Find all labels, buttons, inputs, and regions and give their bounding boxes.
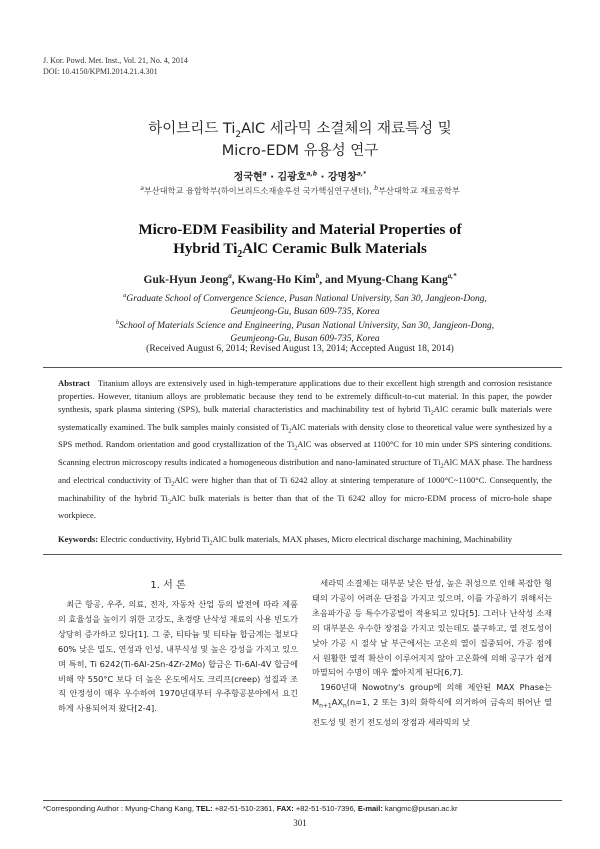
right-paragraph-1: 세라믹 소결체는 대부분 낮은 탄성, 높은 취성으로 인해 복잡한 형태의 가공이 어려운 단점을 가지고 있으며, 이를 가공하기 위해서는 초음파가공 등 특수가공법이 적용되고 있다[5]. 그러나 난삭성 소재의 대부분은 우수한 장점을 가지고 있는데도 불구하고, 열 전도성이 낮아 가공 시 절삭 날 부근에서는 고온의 열이 집중되어, 가공 점에서 원활한 열적 확산이 이루어지지 않아 고온화에 의해 공구가 쉽게 마멸되어 수명이 매우 짧아지게 된다[6,7]. [312,578,552,678]
english-title-line1: Micro-EDM Feasibility and Material Properties of [138,222,462,238]
abstract: Abstract Titanium alloys are extensively used in high-temperature applications due to their excellent high strength and corrosion resistance properties. However, titanium alloys are problematic because they tend to be extremely difficult-to-cut material. In this paper, the powder synthesis, spark plasma sintering (SPS), bulk material characteristics and machinability test of hybrid $Ti_2AlC$ ceramic bulk materials were systematically examined. The bulk samples mainly consisted of $Ti_2AlC$ materials with density close to theoretical value were synthesized by a SPS method. Random orientation and good crystallization of the $Ti_2AlC$ was observed at 1100°C for 10 min under SPS sintering conditions. Scanning electron microscopy results indicated a homogeneous distribution and nano-laminated structure of $Ti_2AlC$ MAX phase. The hardness and electrical conductivity of $Ti_2AlC$ were higher than that of Ti 6242 alloy at sintering temperature of 1000°C~1100°C. Consequently, the machinability of the hybrid $Ti_2AlC$ bulk materials is better than that of the Ti 6242 alloy for micro-EDM process of micro-hole shape workpiece. [58,378,552,521]
journal-doi: DOI: 10.4150/KPMI.2014.21.4.301 [43,67,158,76]
page-number: 301 [293,818,307,828]
journal-info [43,55,188,77]
journal-citation: J. Kor. Powd. Met. Inst., Vol. 21, No. 4, 2014 [43,56,188,65]
received-dates: (Received August 6, 2014; Revised August 13, 2014; Accepted August 18, 2014) [146,344,454,354]
right-paragraph-2: 1960년대 Nowotny's group에 의해 제안된 MAX Phase는 $M_{n+1}AX_n(n=1$, 2 또는 3)의 화학식에 의거하여 금속의 뛰어난 열 전도성 및 전기 전도성의 장점과 세라믹의 낮 [312,682,552,727]
english-title-line2: Hybrid $Ti_2AlC$ Ceramic Bulk Materials [173,241,427,260]
korean-title-line2: Micro-EDM 유용성 연구 [221,143,379,159]
section-heading: 1. 서 론 [150,580,186,591]
corresponding-author-footnote: *Corresponding Author : Myung-Chang Kang, TEL: +82-51-510-2361, FAX: +82-51-510-7396, E-mail: kangmc@pusan.ac.kr [43,804,458,813]
left-paragraph-1: 최근 항공, 우주, 의료, 전자, 자동차 산업 등의 발전에 따라 제품의 효율성을 높이기 위한 고강도, 초경량 난삭성 재료의 사용 빈도가 상당히 증가하고 있다[1]. 그 중, 티타늄 및 티타늄 합금계는 철보다 60% 낮은 밀도, 연성과 인성, 내부식성 및 높은 강성을 가지고 있으며 특히, Ti 6242(Ti-6Al-2Sn-4Zr-2Mo) 합금은 Ti-6Al-4V 합금에 비해 약 550°C 보다 더 높은 온도에서도 크리프(creep) 성질과 조직 안정성이 매우 우수하여 1970년대부터 우주항공분야에서 요긴하게 사용되어져 왔다[2-4]. [58,599,298,714]
right-column [312,576,552,730]
korean-title-line1: 하이브리드 $Ti_2AlC$ 세라믹 소결체의 재료특성 및 [148,121,452,140]
english-affiliation-a: $^a$Graduate School of Convergence Science, Pusan National University, San 30, Jangjeon-Dong, Geumjeong-Gu, Busan 609-735, Korea [123,292,487,318]
divider-bottom [43,554,562,555]
english-affiliation-b: $^b$School of Materials Science and Engineering, Pusan National University, San 30, Jangjeon-Dong, Geumjeong-Gu, Busan 609-735, Korea [115,319,495,345]
english-authors: Guk-Hyun Jeong$^a$, Kwang-Ho Kim$^b$, and Myung-Chang Kang$^{a,*}$ [143,272,457,286]
footnote-divider [43,800,562,801]
korean-authors: 정국현$^a$ · 김광호$^{a,b}$ · 강명창$^{a,*}$ [233,170,367,183]
korean-affiliations: $^a$부산대학교 융합학부(하이브리드소재솔루션 국가핵심연구센터), $^b$부산대학교 재료공학부 [140,185,460,196]
keywords: Keywords: Electric conductivity, Hybrid $Ti_2AlC$ bulk materials, MAX phases, Micro electrical discharge machining, Machinability [58,534,513,547]
divider-top [43,367,562,368]
left-column [58,597,298,716]
